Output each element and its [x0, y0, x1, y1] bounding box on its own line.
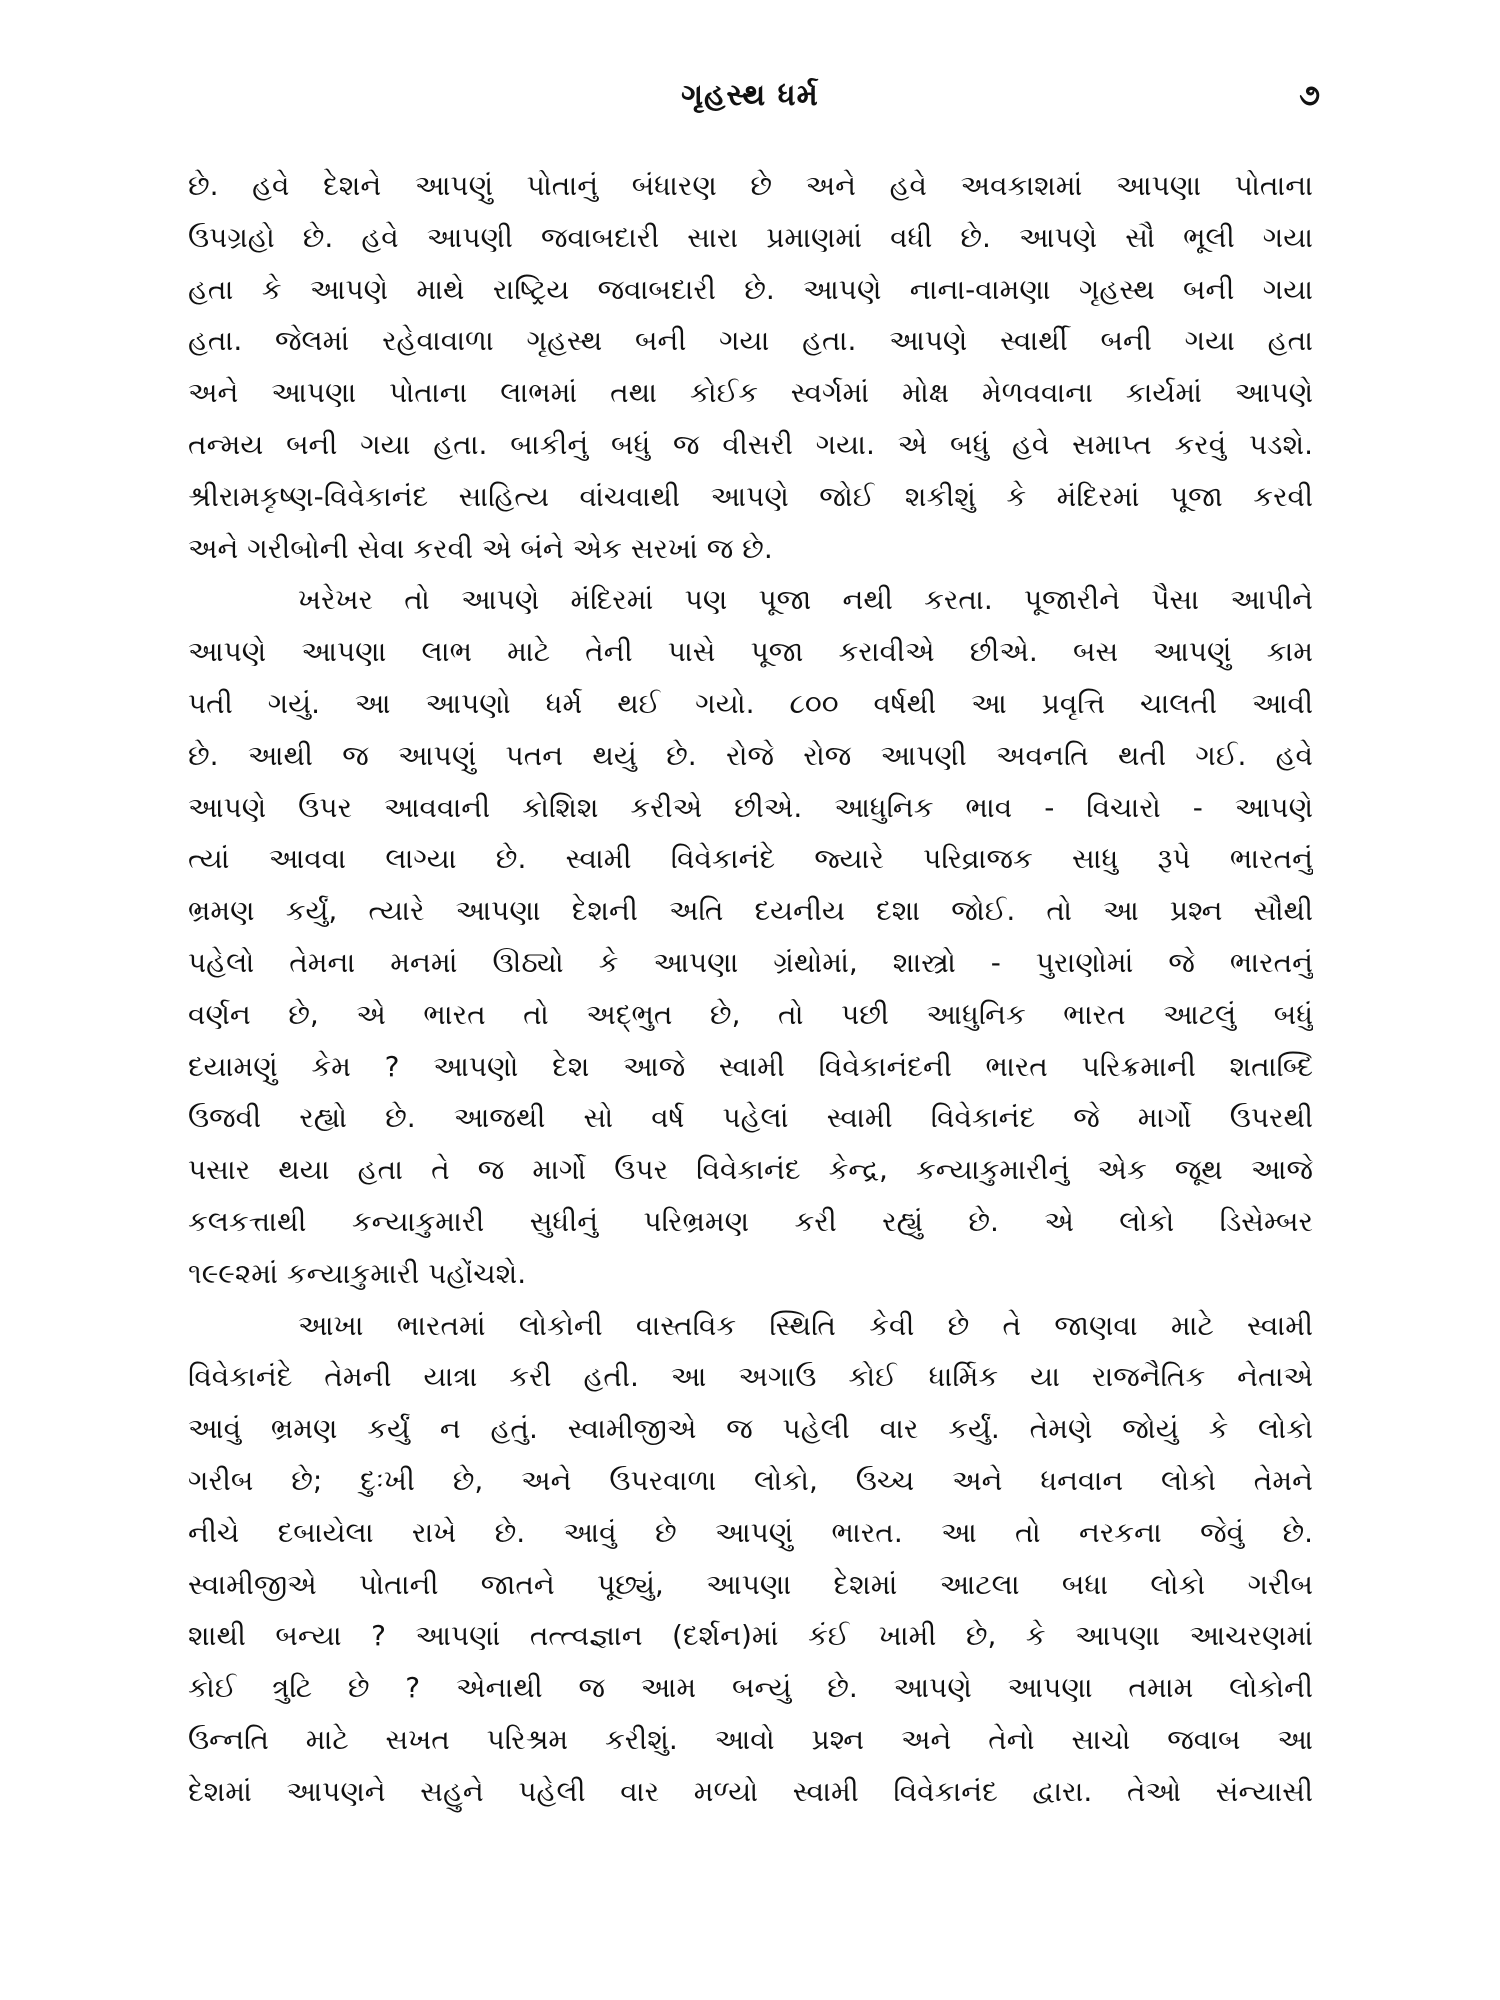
page-title: ગૃહસ્થ ધર્મ: [681, 78, 819, 113]
page-number: ૭: [1299, 78, 1320, 113]
text-line: પતી ગયું. આ આપણો ધર્મ થઈ ગયો. ૮૦૦ વર્ષથી આ પ્રવૃત્તિ ચાલતી આવી: [188, 686, 1313, 720]
text-line: નીચે દબાયેલા રાખે છે. આવું છે આપણું ભારત. આ તો નરકના જેવું છે.: [188, 1515, 1313, 1549]
text-line: ઉપગ્રહો છે. હવે આપણી જવાબદારી સારા પ્રમાણમાં વધી છે. આપણે સૌ ભૂલી ગયા: [188, 220, 1313, 254]
text-line: ઉન્નતિ માટે સખત પરિશ્રમ કરીશું. આવો પ્રશ્ન અને તેનો સાચો જવાબ આ: [188, 1722, 1313, 1756]
text-line: ગરીબ છે; દુઃખી છે, અને ઉપરવાળા લોકો, ઉચ્ચ અને ધનવાન લોકો તેમને: [188, 1463, 1313, 1497]
text-line: અને આપણા પોતાના લાભમાં તથા કોઈક સ્વર્ગમાં મોક્ષ મેળવવાના કાર્યમાં આપણે: [188, 376, 1313, 410]
paragraph-2: [188, 574, 1313, 1299]
text-line: તન્મય બની ગયા હતા. બાકીનું બધું જ વીસરી ગયા. એ બધું હવે સમાપ્ત કરવું પડશે.: [188, 427, 1313, 461]
text-line: આપણે આપણા લાભ માટે તેની પાસે પૂજા કરાવીએ છીએ. બસ આપણું કામ: [188, 635, 1313, 669]
text-line: કોઈ ત્રુટિ છે ? એનાથી જ આમ બન્યું છે. આપણે આપણા તમામ લોકોની: [188, 1671, 1313, 1705]
text-line: અને ગરીબોની સેવા કરવી એ બંને એક સરખાં જ છે.: [188, 531, 773, 565]
text-line: ૧૯૯૨માં કન્યાકુમારી પહોંચશે.: [188, 1256, 527, 1290]
text-line: આપણે ઉપર આવવાની કોશિશ કરીએ છીએ. આધુનિક ભાવ - વિચારો - આપણે: [188, 790, 1313, 824]
text-line: વિવેકાનંદે તેમની યાત્રા કરી હતી. આ અગાઉ કોઈ ધાર્મિક યા રાજનૈતિક નેતાએ: [188, 1360, 1313, 1394]
text-line: પહેલો તેમના મનમાં ઊઠ્યો કે આપણા ગ્રંથોમાં, શાસ્ત્રો - પુરાણોમાં જે ભારતનું: [188, 945, 1313, 979]
text-line: ખરેખર તો આપણે મંદિરમાં પણ પૂજા નથી કરતા. પૂજારીને પૈસા આપીને: [298, 583, 1313, 617]
text-line: હતા કે આપણે માથે રાષ્ટ્રિય જવાબદારી છે. આપણે નાના-વામણા ગૃહસ્થ બની ગયા: [188, 272, 1313, 306]
text-line: હતા. જેલમાં રહેવાવાળા ગૃહસ્થ બની ગયા હતા. આપણે સ્વાર્થી બની ગયા હતા: [188, 324, 1313, 358]
text-line: આવું ભ્રમણ કર્યું ન હતું. સ્વામીજીએ જ પહેલી વાર કર્યું. તેમણે જોયું કે લોકો: [188, 1412, 1313, 1446]
text-line: પસાર થયા હતા તે જ માર્ગો ઉપર વિવેકાનંદ કેન્દ્ર, કન્યાકુમારીનું એક જૂથ આજે: [188, 1153, 1313, 1187]
paragraph-1: [188, 160, 1313, 574]
text-line: છે. હવે દેશને આપણું પોતાનું બંધારણ છે અને હવે અવકાશમાં આપણા પોતાના: [188, 169, 1313, 202]
text-line: ઉજવી રહ્યો છે. આજથી સો વર્ષ પહેલાં સ્વામી વિવેકાનંદ જે માર્ગો ઉપરથી: [188, 1101, 1313, 1135]
body-text: [188, 160, 1313, 1818]
text-line: વર્ણન છે, એ ભારત તો અદ્ભુત છે, તો પછી આધુનિક ભારત આટલું બધું: [188, 997, 1313, 1031]
paragraph-3: [188, 1300, 1313, 1818]
text-line: આખા ભારતમાં લોકોની વાસ્તવિક સ્થિતિ કેવી છે તે જાણવા માટે સ્વામી: [298, 1308, 1313, 1342]
text-line: છે. આથી જ આપણું પતન થયું છે. રોજે રોજ આપણી અવનતિ થતી ગઈ. હવે: [188, 738, 1313, 772]
text-line: કલકત્તાથી કન્યાકુમારી સુધીનું પરિભ્રમણ કરી રહ્યું છે. એ લોકો ડિસેમ્બર: [188, 1204, 1313, 1238]
text-line: દયામણું કેમ ? આપણો દેશ આજે સ્વામી વિવેકાનંદની ભારત પરિક્રમાની શતાબ્દિ: [188, 1049, 1313, 1083]
text-line: સ્વામીજીએ પોતાની જાતને પૂછ્યું, આપણા દેશમાં આટલા બધા લોકો ગરીબ: [188, 1567, 1313, 1601]
text-line: ત્યાં આવવા લાગ્યા છે. સ્વામી વિવેકાનંદે જ્યારે પરિવ્રાજક સાધુ રૂપે ભારતનું: [188, 842, 1313, 876]
text-line: ભ્રમણ કર્યું, ત્યારે આપણા દેશની અતિ દયનીય દશા જોઈ. તો આ પ્રશ્ન સૌથી: [188, 894, 1313, 928]
running-header: [0, 78, 1500, 128]
text-line: શાથી બન્યા ? આપણાં તત્ત્વજ્ઞાન (દર્શન)માં કંઈ ખામી છે, કે આપણા આચરણમાં: [188, 1619, 1313, 1653]
text-line: દેશમાં આપણને સહુને પહેલી વાર મળ્યો સ્વામી વિવેકાનંદ દ્વારા. તેઓ સંન્યાસી: [188, 1774, 1313, 1808]
text-line: શ્રીરામકૃષ્ણ-વિવેકાનંદ સાહિત્ય વાંચવાથી આપણે જોઈ શકીશું કે મંદિરમાં પૂજા કરવી: [188, 479, 1313, 513]
